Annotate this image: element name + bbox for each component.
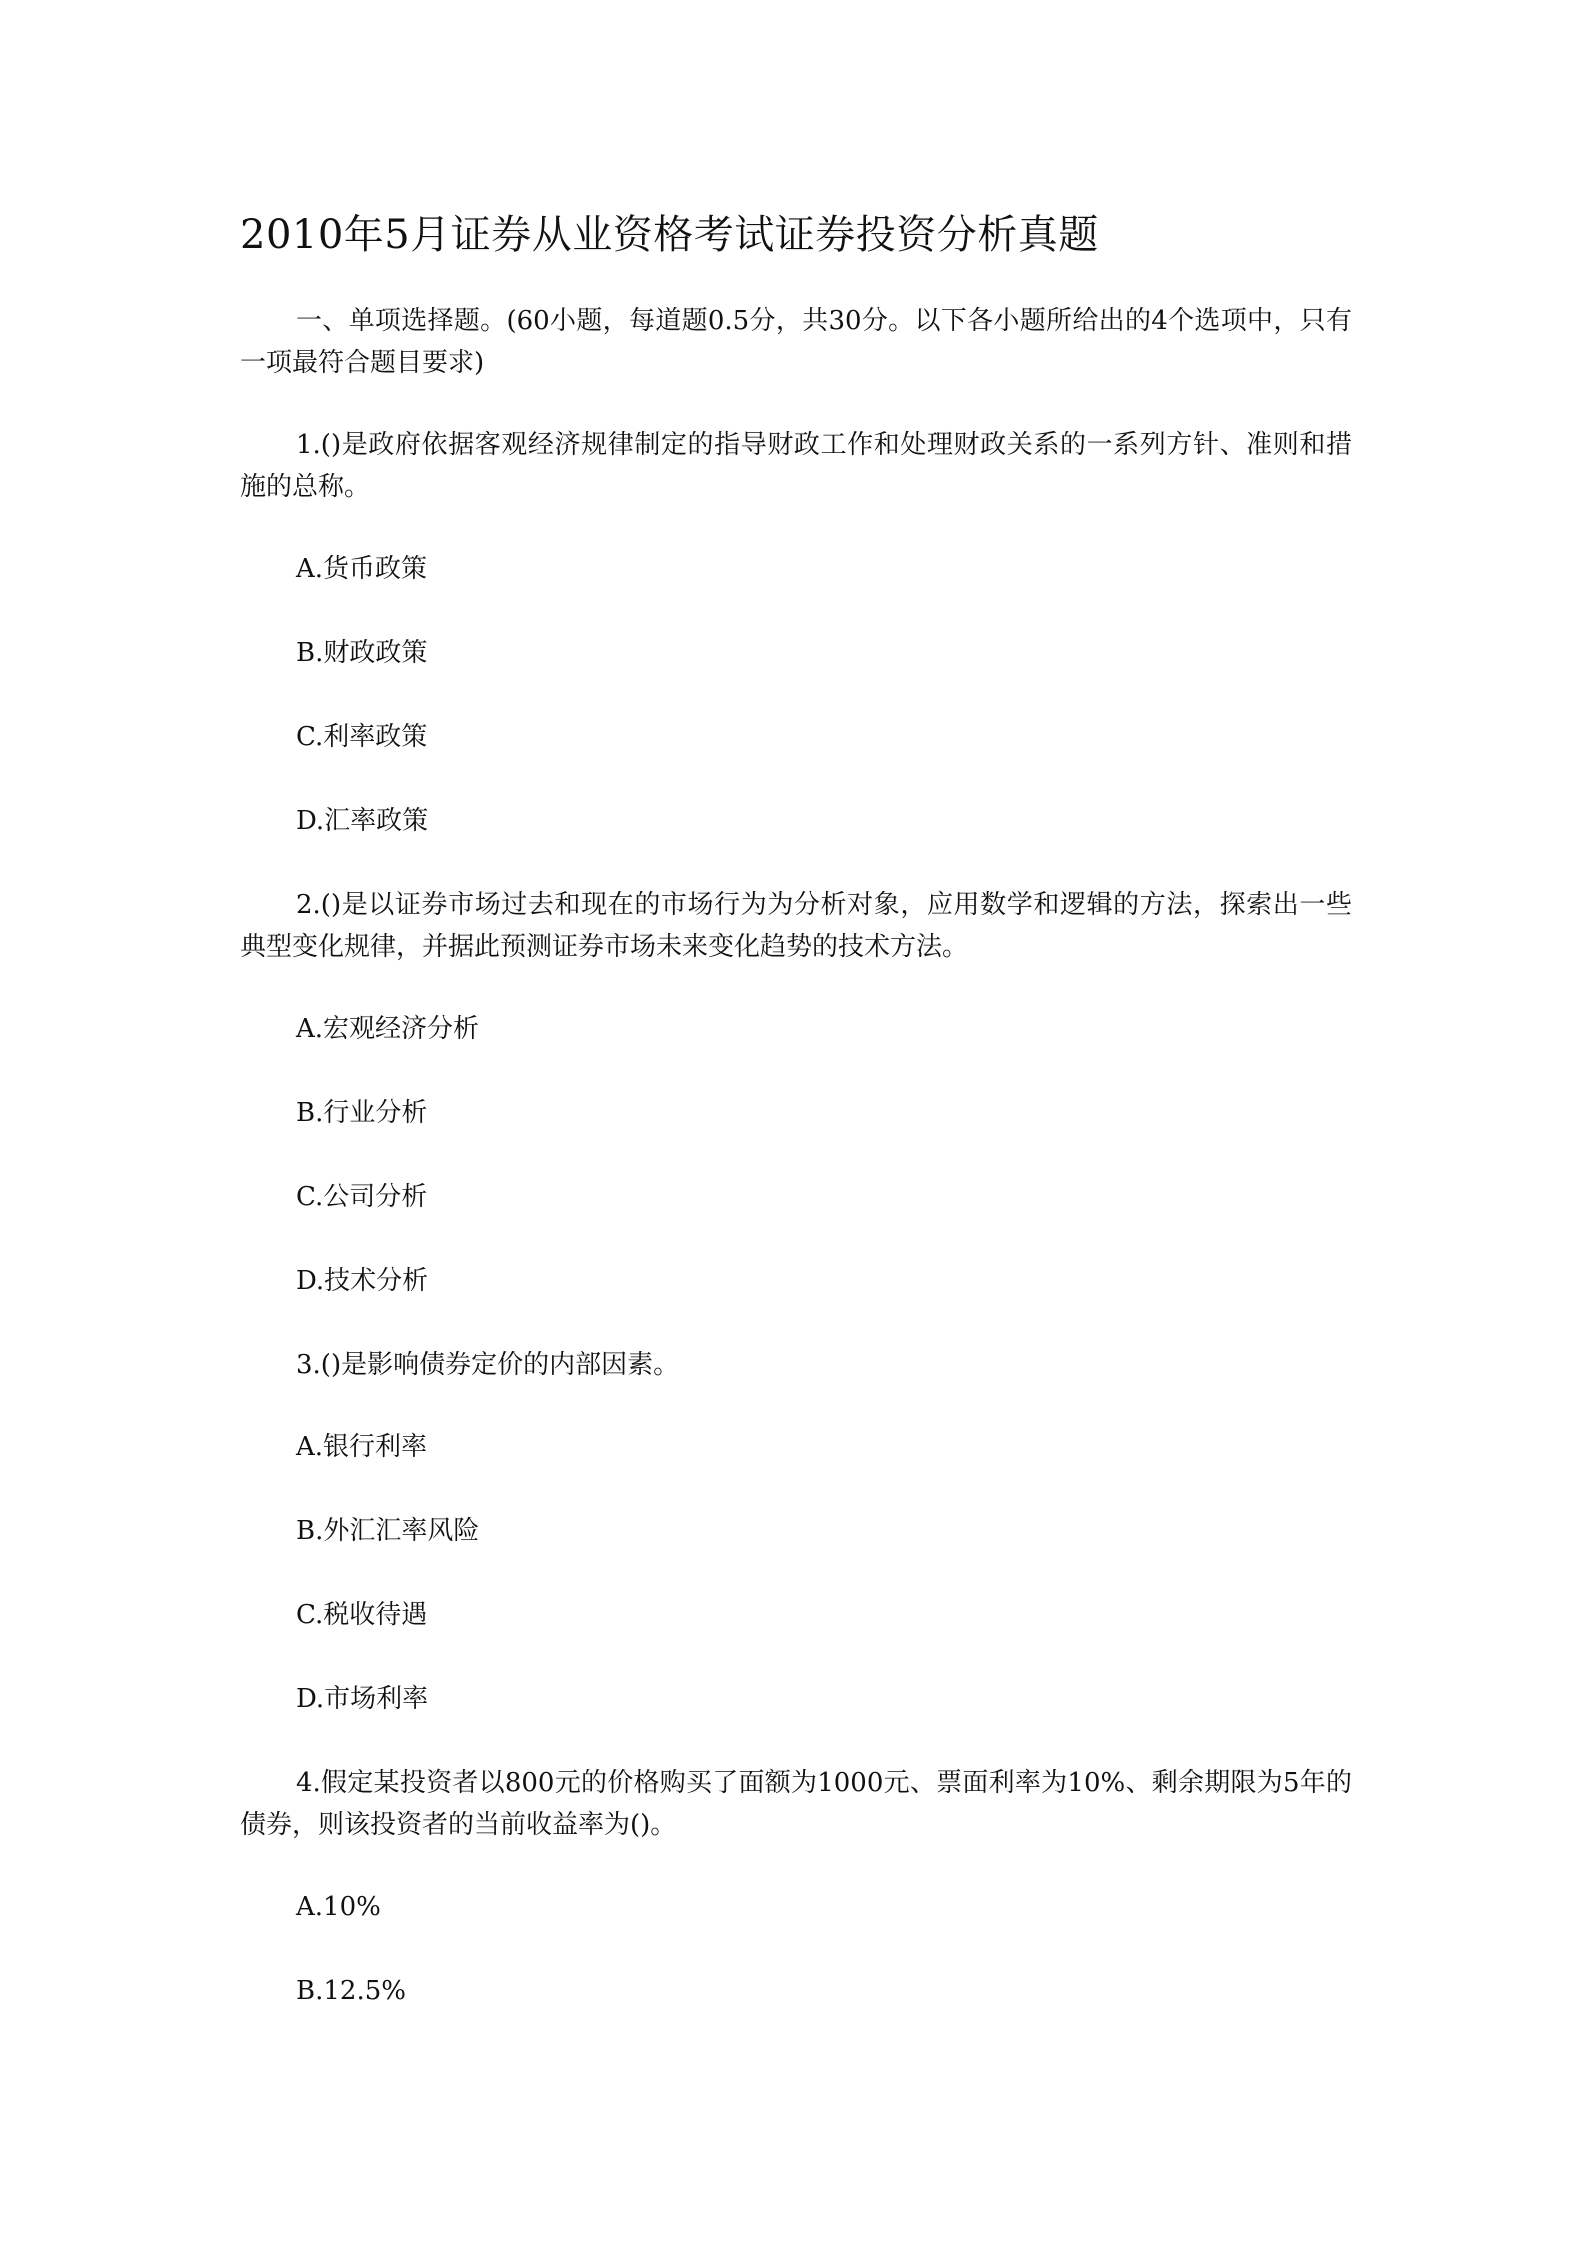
question-1-option-d: D.汇率政策 — [296, 806, 429, 836]
question-2-option-b: B.行业分析 — [296, 1098, 428, 1128]
document-title: 2010年5月证券从业资格考试证券投资分析真题 — [240, 212, 1099, 258]
section-intro: 一、单项选择题。(60小题，每道题0.5分，共30分。以下各小题所给出的4个选项中，只有一项最符合题目要求) — [240, 306, 1352, 378]
question-3-option-b: B.外汇汇率风险 — [296, 1516, 480, 1546]
question-4-option-b: B.12.5% — [296, 1976, 406, 2006]
document-body — [240, 300, 1352, 2054]
question-3-stem: 3.()是影响债券定价的内部因素。 — [296, 1350, 680, 1380]
question-1-option-a: A.货币政策 — [296, 554, 428, 584]
question-2-option-a: A.宏观经济分析 — [296, 1014, 480, 1044]
question-4-option-a: A.10% — [296, 1892, 381, 1922]
question-2-option-d: D.技术分析 — [296, 1266, 429, 1296]
question-1-stem: 1.()是政府依据客观经济规律制定的指导财政工作和处理财政关系的一系列方针、准则和措施的总称。 — [240, 430, 1352, 502]
question-3-option-a: A.银行利率 — [296, 1432, 428, 1462]
question-2-stem: 2.()是以证券市场过去和现在的市场行为为分析对象，应用数学和逻辑的方法，探索出一些典型变化规律，并据此预测证券市场未来变化趋势的技术方法。 — [240, 890, 1352, 962]
question-4-stem: 4.假定某投资者以800元的价格购买了面额为1000元、票面利率为10%、剩余期限为5年的债券，则该投资者的当前收益率为()。 — [240, 1768, 1352, 1840]
question-2-option-c: C.公司分析 — [296, 1182, 428, 1212]
question-1-option-c: C.利率政策 — [296, 722, 428, 752]
question-1-option-b: B.财政政策 — [296, 638, 428, 668]
question-3-option-d: D.市场利率 — [296, 1684, 429, 1714]
question-3-option-c: C.税收待遇 — [296, 1600, 428, 1630]
